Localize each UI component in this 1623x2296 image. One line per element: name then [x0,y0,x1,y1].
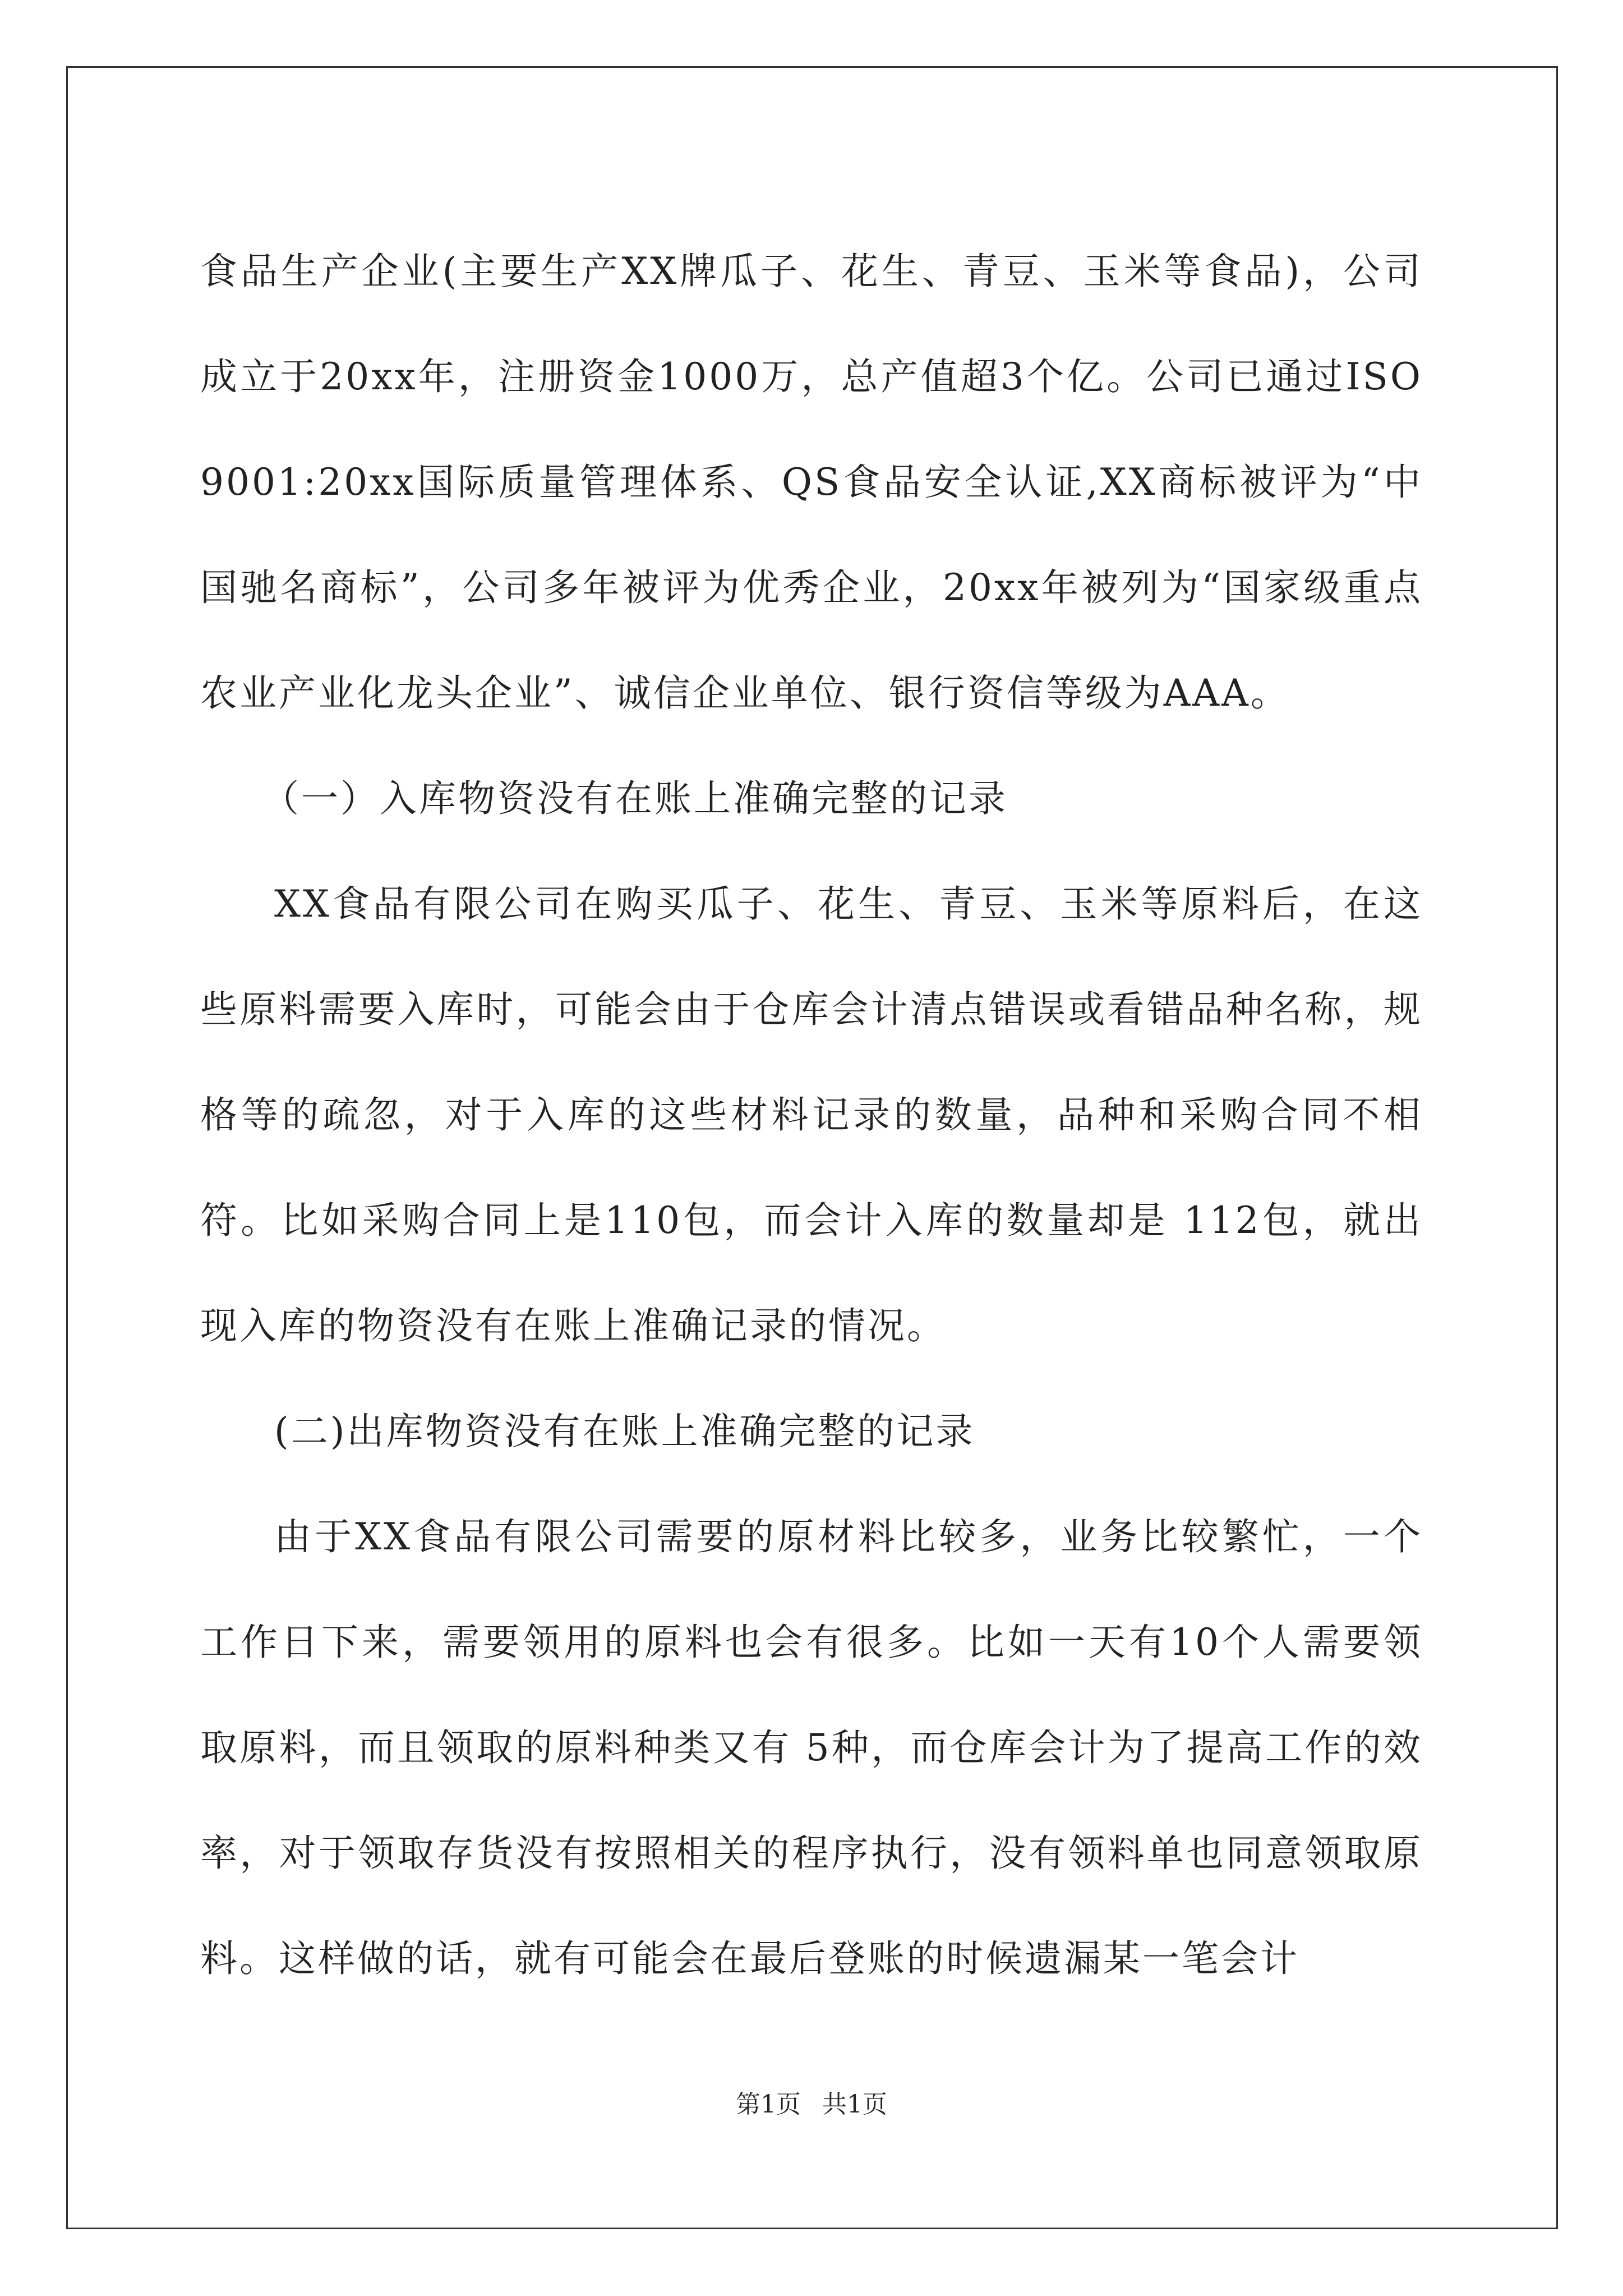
document-body [200,219,1423,2012]
page-footer [0,2088,1623,2122]
section-heading-inbound: （一）入库物资没有在账上准确完整的记录 [262,777,1008,820]
intro-paragraph: 食品生产企业(主要生产XX牌瓜子、花生、青豆、玉米等食品)，公司成立于20xx年，注册资金1000万，总产值超3个亿。公司已通过ISO9001:20xx国际质量管理体系、QS食品安全认证,XX商标被评为“中国驰名商标”，公司多年被评为优秀企业，20xx年被列为“国家级重点农业产业化龙头企业”、诚信企业单位、银行资信等级为AAA。 [200,250,1423,715]
page-number-total: 共1页 [822,2090,887,2119]
outbound-paragraph: 由于XX食品有限公司需要的原材料比较多，业务比较繁忙，一个工作日下来，需要领用的原料也会有很多。比如一天有10个人需要领取原料，而且领取的原料种类又有 5种，而仓库会计为了提高工作的效率，对于领取存货没有按照相关的程序执行，没有领料单也同意领取原料。这样做的话，就有可能会在最后登账的时候遗漏某一笔会计 [200,1515,1423,1980]
inbound-paragraph: XX食品有限公司在购买瓜子、花生、青豆、玉米等原料后，在这些原料需要入库时，可能会由于仓库会计清点错误或看错品种名称，规格等的疏忽，对于入库的这些材料记录的数量，品种和采购合同不相符。比如采购合同上是110包，而会计入库的数量却是 112包，就出现入库的物资没有在账上准确记录的情况。 [200,882,1423,1347]
page-number-current: 第1页 [736,2090,801,2119]
section-heading-outbound: (二)出库物资没有在账上准确完整的记录 [274,1410,975,1453]
